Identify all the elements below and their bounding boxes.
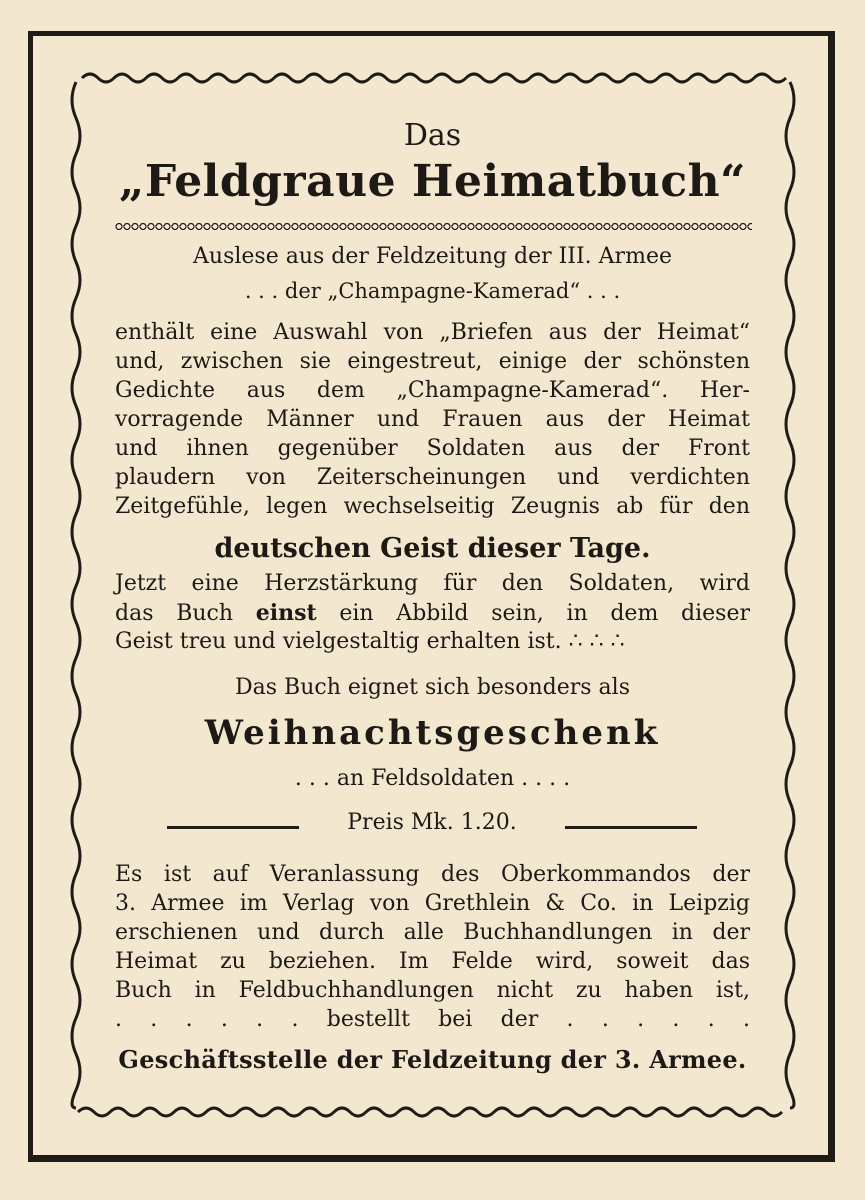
gift-target: . . . an Feldsoldaten . . . . <box>294 766 571 791</box>
body-line: Geist treu und vielgestaltig erhalten ist. ∴ ∴ ∴ <box>115 629 625 654</box>
body-line: erschienen und durch alle Buchhandlungen in der <box>115 920 750 945</box>
body-line: 3. Armee im Verlag von Grethlein & Co. in Leipzig <box>115 891 750 916</box>
circle-divider <box>115 222 752 232</box>
body-line: Gedichte aus dem „Champagne-Kamerad“. Her- <box>115 378 750 403</box>
body-line: und, zwischen sie eingestreut, einige der schönsten <box>115 349 750 374</box>
subtitle-line-2: . . . der „Champagne-Kamerad“ . . . <box>244 279 621 303</box>
book-title: „Feldgraue Heimatbuch“ <box>119 156 746 207</box>
body-line: Jetzt eine Herzstärkung für den Soldaten, wird <box>115 571 750 596</box>
gift-heading: Weihnachtsgeschenk <box>204 713 661 753</box>
subtitle-line-1: Auslese aus der Feldzeitung der III. Armee <box>193 244 672 269</box>
ornament-right <box>786 82 794 1108</box>
price: Preis Mk. 1.20. <box>347 810 517 835</box>
body-line: und ihnen gegenüber Soldaten aus der Front <box>115 436 750 461</box>
body-line: vorragende Männer und Frauen aus der Heimat <box>115 407 750 432</box>
body-line: . . . . . . bestellt bei der . . . . . . <box>115 1007 750 1032</box>
price-rule-right <box>565 826 697 829</box>
body-line <box>115 600 750 626</box>
body-line: enthält eine Auswahl von „Briefen aus der Heimat“ <box>115 320 750 345</box>
gift-intro: Das Buch eignet sich besonders als <box>235 675 630 700</box>
body-line: Zeitgefühle, legen wechselseitig Zeugnis ab für den <box>115 494 750 519</box>
ornament-top <box>82 74 786 82</box>
publisher-footer: Geschäftsstelle der Feldzeitung der 3. Armee. <box>118 1045 747 1074</box>
highlight-heading: deutschen Geist dieser Tage. <box>214 533 651 564</box>
body-text: das Buch <box>115 601 256 626</box>
body-line: plaudern von Zeiterscheinungen und verdichten <box>115 465 750 490</box>
price-row <box>167 810 697 842</box>
body-text: ein Abbild sein, in dem dieser <box>316 601 750 626</box>
ornament-bottom <box>78 1108 782 1116</box>
emphasized-word: einst <box>255 600 317 626</box>
body-line: Heimat zu beziehen. Im Felde wird, soweit das <box>115 949 750 974</box>
body-line: Buch in Feldbuchhandlungen nicht zu haben ist, <box>115 978 750 1003</box>
body-line: Es ist auf Veranlassung des Oberkommandos der <box>115 862 750 887</box>
page-title: Das <box>403 118 462 153</box>
ornament-left <box>72 82 80 1108</box>
